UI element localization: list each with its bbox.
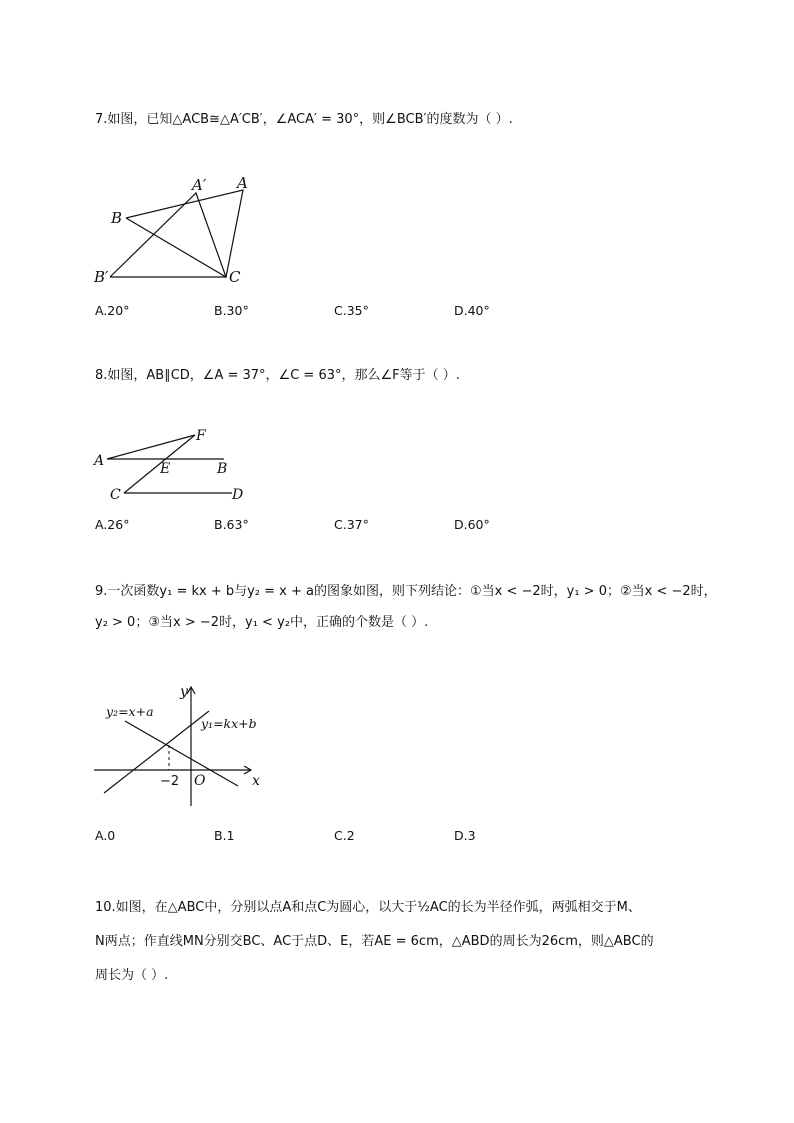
q9-stem-line2: y₂ > 0；③当x > −2时，y₁ < y₂中，正确的个数是（ ）. <box>95 615 429 630</box>
q8-label-d: D <box>232 487 244 503</box>
q9-label-y2-eq: y₂=x+a <box>106 704 154 719</box>
q8-option-d[interactable]: D.60° <box>454 517 490 532</box>
q9-option-c[interactable]: C.2 <box>334 828 355 843</box>
q7-label-b-prime: B′ <box>94 268 109 286</box>
q8-label-f: F <box>196 428 206 444</box>
q10-stem-line3: 周长为（ ）. <box>95 968 169 983</box>
q9-option-b[interactable]: B.1 <box>214 828 235 843</box>
q7-label-a-prime: A′ <box>192 176 207 194</box>
q8-stem: 8.如图，AB∥CD，∠A = 37°，∠C = 63°，那么∠F等于（ ）. <box>95 368 460 383</box>
q9-label-neg2: −2 <box>160 774 180 789</box>
q9-option-d[interactable]: D.3 <box>454 828 476 843</box>
q9-label-origin: O <box>194 773 206 789</box>
q7-option-a[interactable]: A.20° <box>95 303 130 318</box>
q8-option-a[interactable]: A.26° <box>95 517 130 532</box>
q8-option-c[interactable]: C.37° <box>334 517 369 532</box>
q7-label-a: A <box>237 174 248 192</box>
q7-stem: 7.如图，已知△ACB≅△A′CB′，∠ACA′ = 30°，则∠BCB′的度数为（ ）. <box>95 112 513 127</box>
q7-label-b: B <box>111 209 123 227</box>
q7-option-c[interactable]: C.35° <box>334 303 369 318</box>
q7-option-b[interactable]: B.30° <box>214 303 249 318</box>
q8-option-b[interactable]: B.63° <box>214 517 249 532</box>
q9-stem-line1: 9.一次函数y₁ = kx + b与y₂ = x + a的图象如图，则下列结论：①当x < −2时，y₁ > 0；②当x < −2时， <box>95 584 717 599</box>
q9-label-y-axis: y <box>180 684 188 700</box>
q9-label-x-axis: x <box>252 773 260 789</box>
q10-stem-line1: 10.如图，在△ABC中，分别以点A和点C为圆心，以大于½AC的长为半径作弧，两弧相交于M、 <box>95 900 641 915</box>
q8-label-b: B <box>217 461 228 477</box>
q9-label-y1-eq: y₁=kx+b <box>201 716 257 731</box>
q8-label-a: A <box>94 453 105 469</box>
q8-label-c: C <box>110 487 121 503</box>
q8-label-e: E <box>160 461 171 477</box>
q7-option-d[interactable]: D.40° <box>454 303 490 318</box>
q7-label-c: C <box>229 268 241 286</box>
q10-stem-line2: N两点；作直线MN分别交BC、AC于点D、E，若AE = 6cm，△ABD的周长为26cm，则△ABC的 <box>95 934 654 949</box>
q9-option-a[interactable]: A.0 <box>95 828 116 843</box>
